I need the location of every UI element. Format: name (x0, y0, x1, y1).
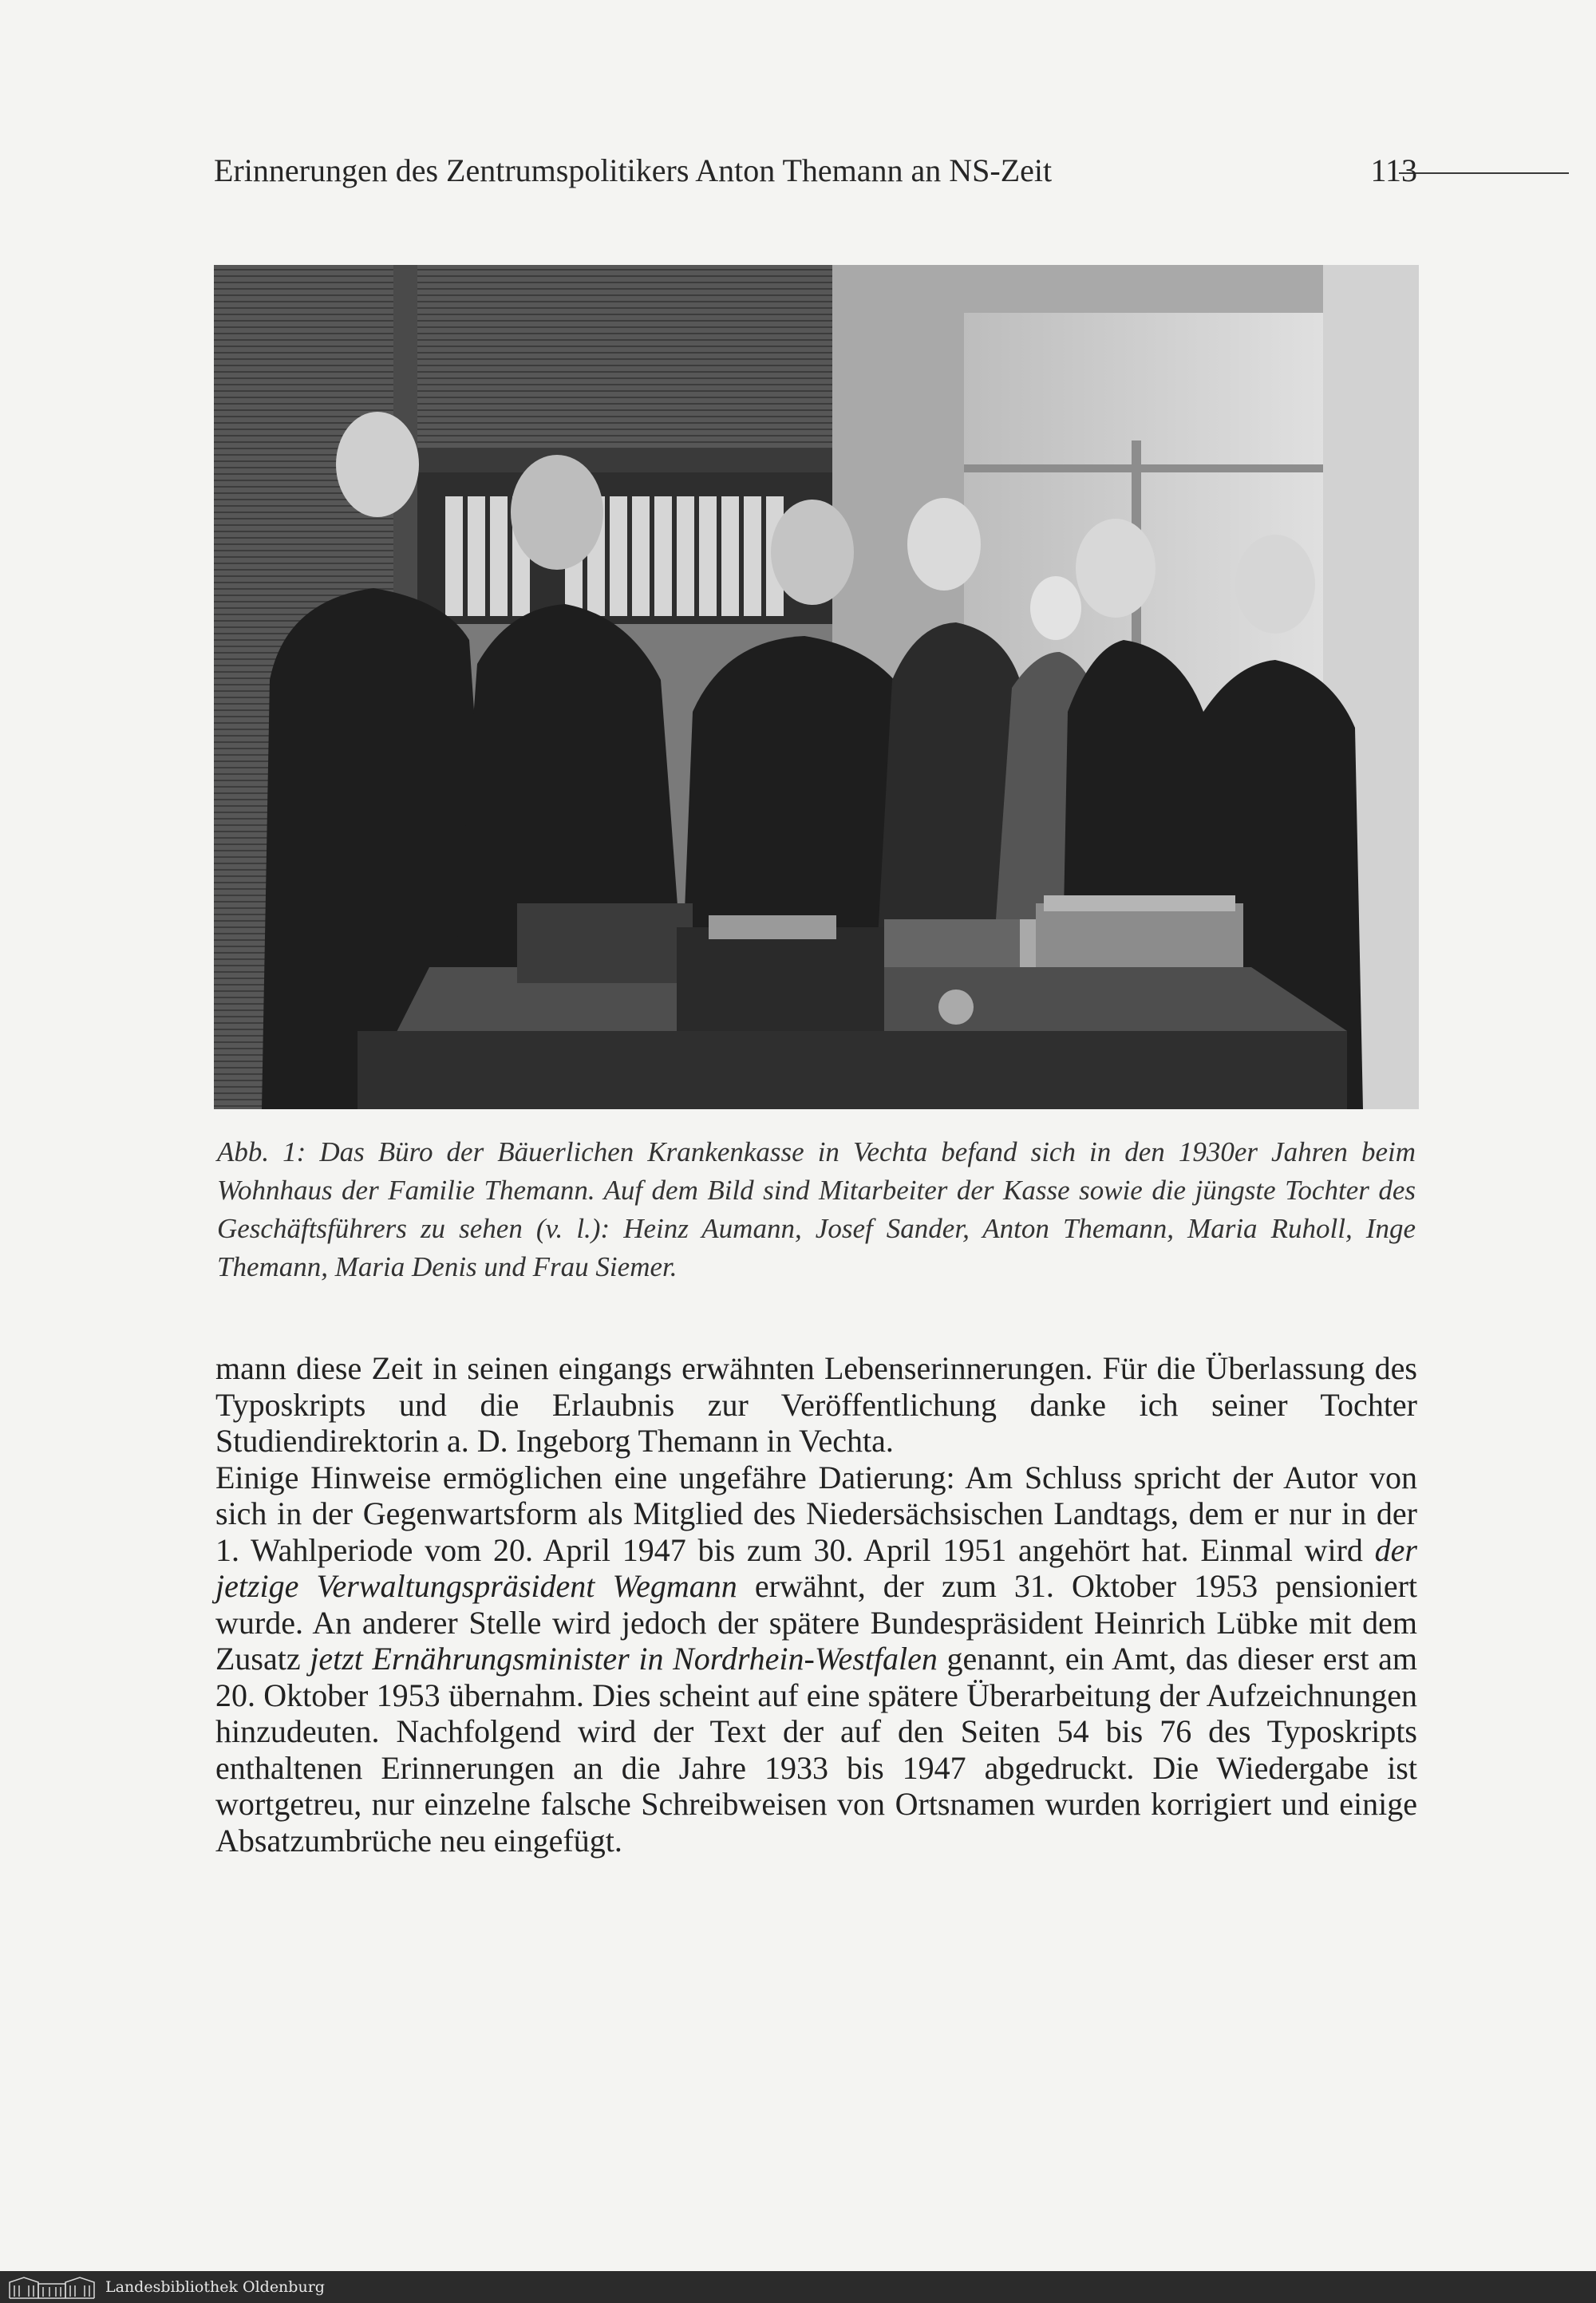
quote-ernaehrungsminister: jetzt Ernährungsminister in Nordrhein-Westfalen (310, 1641, 938, 1677)
body-text (215, 1350, 1417, 1859)
header-rule (1399, 172, 1569, 174)
figure-caption: Abb. 1: Das Büro der Bäuerlichen Krankenkasse in Vechta befand sich in den 1930er Jahren beim Wohnhaus der Familie Themann. Auf dem Bild sind Mitarbeiter der Kasse sowie die jüngste Tochter des Geschäftsführers zu sehen (v. l.): Heinz Aumann, Josef Sander, Anton Themann, Maria Ruholl, Inge Themann, Maria Denis und Frau Siemer. (217, 1136, 1416, 1282)
running-header (214, 152, 1417, 196)
library-name: Landesbibliothek Oldenburg (105, 2278, 325, 2296)
quote-verwaltungspraesident: der jetzige Verwaltungspräsident Wegmann (215, 1531, 1417, 1604)
paragraph-2 (215, 1460, 1417, 1859)
page-number: 113 (1370, 152, 1417, 188)
paragraph-1: mann diese Zeit in seinen eingangs erwähnten Lebenserinnerungen. Für die Überlassung des Typoskripts und die Erlaubnis zur Veröffentlichung danke ich seiner Tochter Studiendirektorin a. D. Ingeborg Themann in Vechta. (215, 1350, 1417, 1459)
library-footer-bar (0, 2271, 1596, 2303)
office-photograph (214, 265, 1419, 1109)
library-building-icon (8, 2274, 96, 2300)
paragraph-2-part-a: Einige Hinweise ermöglichen eine ungefähre Datierung: Am Schluss spricht der Autor von sich in der Gegenwartsform als Mitglied des Niedersächsischen Landtags, dem er nur in der 1. Wahlperiode vom 20. April 1947 bis zum 30. April 1951 angehört hat. Einmal wird (215, 1459, 1417, 1568)
running-title: Erinnerungen des Zentrumspolitikers Anton Themann an NS-Zeit (214, 152, 1053, 188)
paragraph-2-part-c: genannt, ein Amt, das dieser erst am 20. Oktober 1953 übernahm. Dies scheint auf eine spätere Überarbeitung der Aufzeichnungen hinzudeuten. Nachfolgend wird der Text der auf den Seiten 54 bis 76 des Typoskripts enthaltenen Erinnerungen an die Jahre 1933 bis 1947 abgedruckt. Die Wiedergabe ist wortgetreu, nur einzelne falsche Schreibweisen von Ortsnamen wurden korrigiert und einige Absatzumbrüche neu eingefügt. (215, 1641, 1418, 1859)
paragraph-2-part-b: erwähnt, der zum 31. Oktober 1953 pensioniert wurde. An anderer Stelle wird jedoch der spätere Bundespräsident Heinrich Lübke mit dem Zusatz (215, 1568, 1418, 1677)
